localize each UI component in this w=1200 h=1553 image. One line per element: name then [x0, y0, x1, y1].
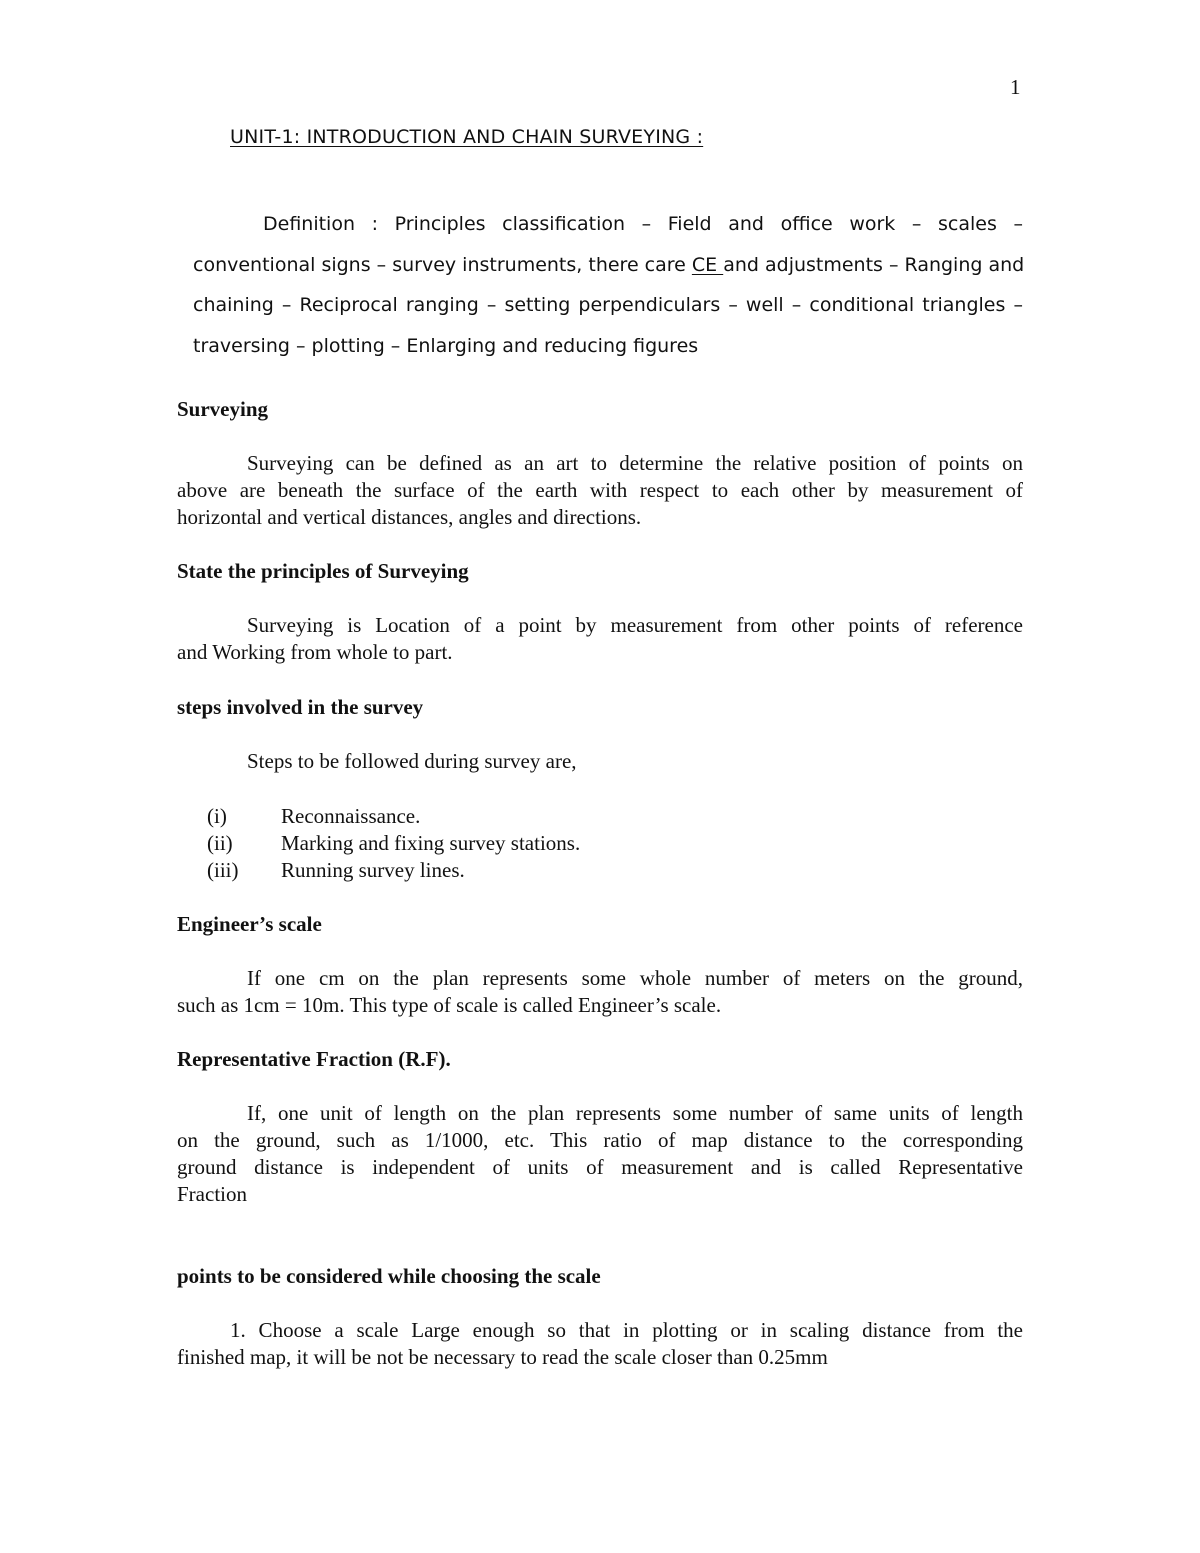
list-item — [207, 803, 580, 830]
paragraph-line: Surveying can be defined as an art to determine the relative position of points on — [247, 451, 1023, 475]
paragraph-line: such as 1cm = 10m. This type of scale is called Engineer’s scale. — [177, 993, 722, 1017]
heading-representative-fraction: Representative Fraction (R.F). — [177, 1047, 451, 1071]
paragraph-line: If one cm on the plan represents some whole number of meters on the ground, — [247, 966, 1023, 990]
syllabus-line: Definition : Principles classification – Field and office work – scales – — [263, 213, 1023, 235]
paragraph-line: Fraction — [177, 1182, 247, 1206]
heading-choosing-scale: points to be considered while choosing the scale — [177, 1264, 601, 1288]
list-item-number: (i) — [207, 804, 227, 828]
paragraph-line: horizontal and vertical distances, angles and directions. — [177, 505, 642, 529]
list-item-number: (iii) — [207, 858, 239, 882]
list-item-number: (ii) — [207, 831, 233, 855]
syllabus-paragraph — [193, 204, 1023, 366]
page-number: 1 — [1010, 75, 1021, 99]
paragraph-engineers-scale — [177, 965, 1023, 1019]
list-item — [207, 857, 580, 884]
steps-list — [207, 803, 580, 884]
heading-surveying: Surveying — [177, 397, 269, 421]
list-item — [207, 830, 580, 857]
syllabus-text: conventional signs – survey instruments, there care — [193, 253, 692, 276]
paragraph-representative-fraction — [177, 1100, 1023, 1208]
syllabus-line: traversing – plotting – Enlarging and reducing figures — [193, 334, 699, 357]
heading-principles: State the principles of Surveying — [177, 559, 469, 583]
paragraph-line: finished map, it will be not be necessary to read the scale closer than 0.25mm — [177, 1345, 828, 1369]
paragraph-line: If, one unit of length on the plan represents some number of same units of length — [247, 1101, 1023, 1125]
list-item-text: Marking and fixing survey stations. — [281, 831, 581, 855]
unit-title: UNIT-1: INTRODUCTION AND CHAIN SURVEYING : — [230, 126, 704, 148]
paragraph-line: above are beneath the surface of the earth with respect to each other by measurement of — [177, 478, 1023, 502]
list-item-text: Running survey lines. — [281, 858, 465, 882]
paragraph-choosing-scale — [177, 1317, 1023, 1371]
paragraph-line: ground distance is independent of units of measurement and is called Representative — [177, 1155, 1023, 1179]
heading-steps: steps involved in the survey — [177, 695, 424, 719]
list-item-text: Reconnaissance. — [281, 804, 421, 828]
paragraph-line: Surveying is Location of a point by measurement from other points of reference — [247, 613, 1023, 637]
paragraph-surveying — [177, 450, 1023, 531]
heading-engineers-scale: Engineer’s scale — [177, 912, 322, 936]
paragraph-line: and Working from whole to part. — [177, 640, 453, 664]
paragraph-line: 1. Choose a scale Large enough so that in plotting or in scaling distance from the — [230, 1318, 1023, 1342]
paragraph-principles — [177, 612, 1023, 666]
syllabus-line: chaining – Reciprocal ranging – setting perpendiculars – well – conditional triangles – — [193, 294, 1023, 316]
paragraph-line: on the ground, such as 1/1000, etc. This ratio of map distance to the corresponding — [177, 1128, 1023, 1152]
syllabus-line — [193, 245, 1023, 286]
syllabus-text: and adjustments – Ranging and — [723, 253, 1025, 276]
steps-intro: Steps to be followed during survey are, — [247, 749, 577, 773]
syllabus-ce-underlined: CE — [691, 253, 724, 276]
